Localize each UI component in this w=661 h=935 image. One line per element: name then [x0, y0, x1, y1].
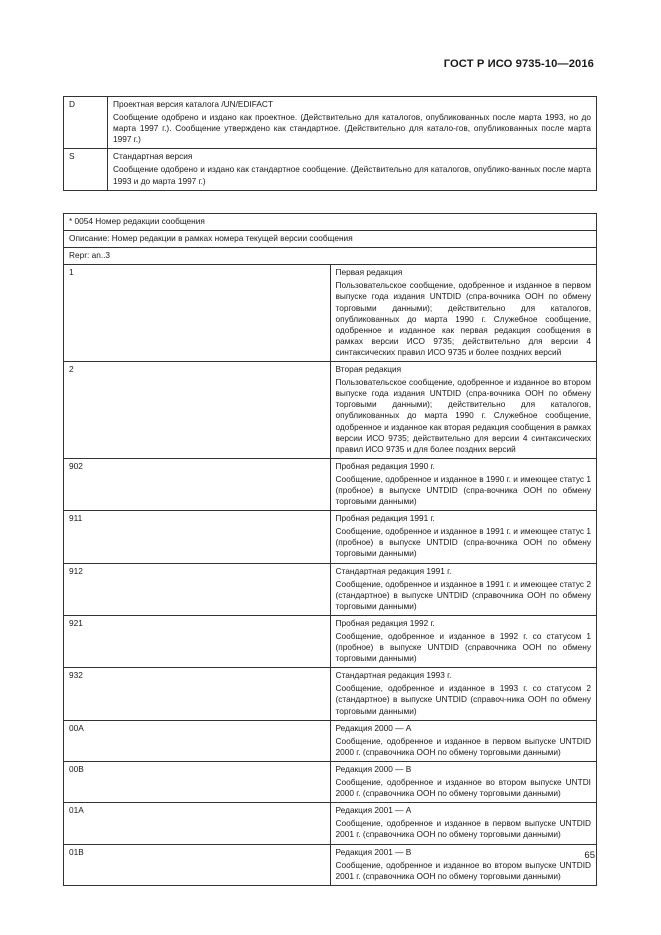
row-name: Проектная версия каталога /UN/EDIFACT	[113, 99, 273, 109]
row-code: 1	[64, 265, 331, 362]
table-row	[64, 761, 597, 802]
row-name: Редакция 2001 — В	[335, 846, 412, 857]
row-text: Пользовательское сообщение, одобренное и изданное во втором выпуске года издания UNTDID (спра-вочника ООН по обмену торговыми данными); действительно для каталогов, опубликованных до марта 1990 г. Служебное сообщение, одобренное и изданное как вторая редакция сообщения в рамках версии ИСО 9735; действительно для версии 4 синтаксических правил ИСО 9735 и для более поздних версий	[335, 377, 591, 454]
row-text: Пользовательское сообщение, одобренное и изданное в первом выпуске года издания UNTDID (спра-вочника ООН по обмену торговыми данными); действительно для каталогов, опубликованных до марта 1990 г. Служебное сообщение, одобренное и изданное как первая редакция сообщения в рамках версии ИСО 9735; действительно для версии 4 синтаксических правил ИСО 9735 и более поздних версий	[335, 280, 591, 357]
row-description	[330, 362, 597, 459]
row-code: 01A	[64, 803, 331, 844]
row-code: 00B	[64, 761, 331, 802]
row-text: Сообщение одобрено и издано как проектное. (Действительно для каталогов, опубликованных после марта 1993, но до марта 1997 г.). Сообщение утверждено как стандартное. (Действительно для катало-гов, опубликованных после марта 1997 г.)	[113, 112, 591, 145]
row-description	[108, 97, 597, 149]
description-row	[64, 231, 597, 248]
table-row	[64, 844, 597, 885]
row-name: Вторая редакция	[335, 364, 402, 375]
row-text: Сообщение, одобренное и изданное во втором выпуске UNTDI 2000 г. (справочника ООН по обмену торговыми данными)	[335, 777, 591, 799]
row-text: Сообщение, одобренное и изданное в 1990 г. и имеющее статус 1 (пробное) в выпуске UNTDID (спра-вочника ООН по обмену торговыми данными)	[335, 473, 591, 507]
row-name: Редакция 2000 — В	[335, 763, 412, 774]
row-name: Редакция 2001 — А	[335, 805, 412, 816]
row-code: 902	[64, 458, 331, 510]
code-list-table-version-status	[63, 96, 597, 191]
row-name: Пробная редакция 1991 г.	[335, 513, 435, 524]
row-description	[330, 720, 597, 761]
row-text: Сообщение, одобренное и изданное в 1993 г. со статусом 2 (стандартное) в выпуске UNTDID (справоч-ника ООН по обмену торговыми данными)	[335, 683, 591, 716]
row-name: Первая редакция	[335, 267, 403, 278]
row-description	[330, 563, 597, 615]
element-description: Описание: Номер редакции в рамках номера текущей версии сообщения	[64, 231, 597, 248]
row-name: Пробная редакция 1990 г.	[335, 460, 435, 471]
row-name: Стандартная редакция 1991 г.	[335, 565, 452, 576]
row-description	[330, 668, 597, 720]
element-header-row	[64, 214, 597, 231]
row-name: Стандартная редакция 1993 г.	[335, 670, 452, 681]
row-description	[330, 511, 597, 563]
element-representation: Repr: an..3	[64, 248, 597, 265]
representation-row	[64, 248, 597, 265]
row-text: Сообщение одобрено и издано как стандартное сообщение. (Действительно для каталогов, опублико-ванных после марта 1993 и до марта 1997 г.)	[113, 164, 591, 186]
row-description	[330, 615, 597, 667]
row-text: Сообщение, одобренное и изданное в 1991 г. и имеющее статус 1 (пробное) в выпуске UNTDID (спра-вочника ООН по обмену торговыми данными)	[335, 526, 591, 559]
table-row	[64, 149, 597, 190]
table-row	[64, 803, 597, 844]
row-code: S	[64, 149, 108, 190]
table-row	[64, 97, 597, 149]
table-row	[64, 362, 597, 459]
row-name: Пробная редакция 1992 г.	[335, 617, 435, 628]
row-code: 921	[64, 615, 331, 667]
table-row	[64, 668, 597, 720]
table1-body	[64, 97, 597, 191]
row-text: Сообщение, одобренное и изданное в 1992 г. со статусом 1 (пробное) в выпуске UNTDID (справочника ООН по обмену торговыми данными)	[335, 631, 591, 664]
row-code: 912	[64, 563, 331, 615]
table-row	[64, 265, 597, 362]
page-number: 65	[584, 850, 595, 861]
row-description	[330, 761, 597, 802]
row-text: Сообщение, одобренное и изданное в 1991 г. и имеющее статус 2 (стандартное) в выпуске UNTDID (справочника ООН по обмену торговыми данными)	[335, 578, 591, 611]
row-description	[108, 149, 597, 190]
row-name: Стандартная версия	[113, 151, 193, 162]
table-row	[64, 563, 597, 615]
row-code: 01B	[64, 844, 331, 885]
row-code: 932	[64, 668, 331, 720]
standard-title: ГОСТ Р ИСО 9735-10—2016	[443, 58, 594, 70]
row-code: 2	[64, 362, 331, 459]
row-text: Сообщение, одобренное и изданное во втором выпуске UNTDID 2001 г. (справочника ООН по обмену торговыми данными)	[335, 859, 591, 881]
table-row	[64, 511, 597, 563]
row-name: Редакция 2000 — А	[335, 722, 412, 733]
row-code: 911	[64, 511, 331, 563]
row-text: Сообщение, одобренное и изданное в первом выпуске UNTDID 2000 г. (справочника ООН по обмену торговыми данными)	[335, 735, 591, 757]
code-list-table-message-release	[63, 213, 597, 886]
table2-body	[64, 214, 597, 886]
row-description	[330, 458, 597, 510]
row-description	[330, 803, 597, 844]
row-code: 00A	[64, 720, 331, 761]
table-row	[64, 720, 597, 761]
table-row	[64, 458, 597, 510]
row-text: Сообщение, одобренное и изданное в первом выпуске UNTDID 2001 г. (справочника ООН по обмену торговыми данными)	[335, 818, 591, 840]
table-row	[64, 615, 597, 667]
element-header: * 0054 Номер редакции сообщения	[64, 214, 597, 231]
row-description	[330, 844, 597, 885]
row-code: D	[64, 97, 108, 149]
row-description	[330, 265, 597, 362]
